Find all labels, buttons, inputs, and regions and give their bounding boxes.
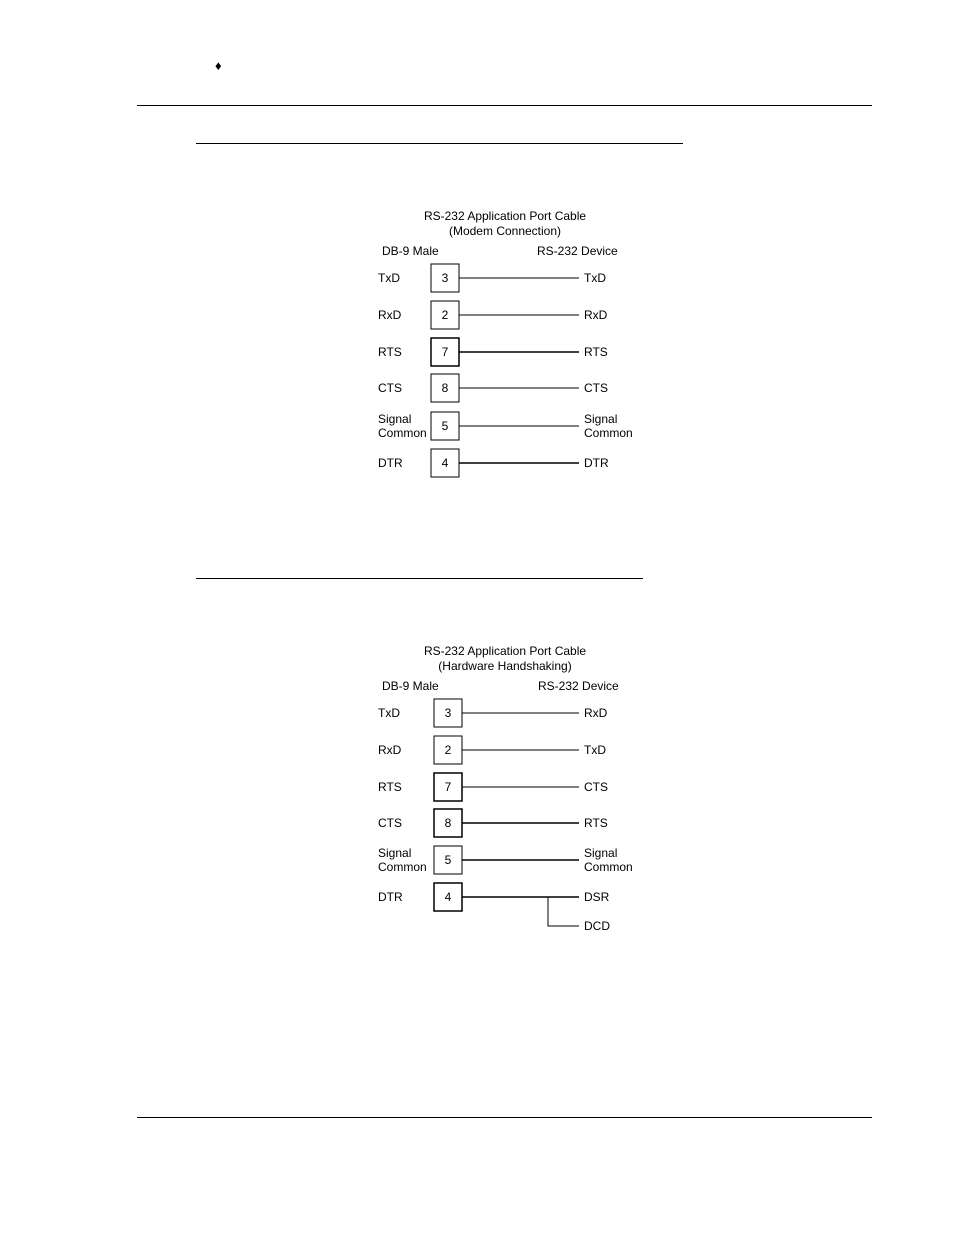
right-header: RS-232 Device [537,244,618,258]
pin-row-rts [378,338,608,366]
left-signal: Signal [378,846,412,860]
left-signal: TxD [378,706,400,720]
right-signal: DSR [584,890,610,904]
footer-rule [137,1117,872,1118]
diagram-title: RS-232 Application Port Cable [423,209,587,223]
left-signal: RxD [378,743,402,757]
pin-row-txd [378,699,608,727]
left-signal: Common [378,860,427,874]
pin-number: 8 [444,816,452,830]
pin-number: 2 [444,743,452,757]
left-signal: RxD [378,308,402,322]
right-signal: RxD [584,308,608,322]
cable-diagram-handshaking [370,640,650,940]
right-signal: CTS [584,780,608,794]
branch-signal: DCD [584,919,610,933]
pin-row-rxd [378,301,608,329]
pin-row-rts [378,773,608,801]
pin-row-txd [378,264,606,292]
diagram-subtitle: (Modem Connection) [448,224,562,238]
section-rule-1 [196,143,683,144]
left-signal: Common [378,426,427,440]
pin-row-cts [378,809,608,837]
cable-diagram-modem [370,205,650,485]
right-signal: RTS [584,816,608,830]
pin-number: 2 [441,308,449,322]
branch-wire [548,897,579,926]
right-signal: DTR [584,456,609,470]
pin-row-cts [378,374,608,402]
header-rule [137,105,872,106]
left-signal: Signal [378,412,412,426]
left-signal: CTS [378,816,402,830]
header-bullet-icon: ♦ [215,58,222,73]
pin-number: 8 [441,381,449,395]
left-signal: CTS [378,381,402,395]
right-signal: RTS [584,345,608,359]
pin-number: 7 [441,345,449,359]
pin-row-dtr [378,449,609,477]
diagram-subtitle: (Hardware Handshaking) [438,659,572,673]
right-signal: TxD [584,743,606,757]
left-signal: DTR [378,890,403,904]
left-signal: RTS [378,780,402,794]
pin-number: 4 [444,890,452,904]
section-rule-2 [196,578,643,579]
pin-number: 5 [441,419,449,433]
right-signal: RxD [584,706,608,720]
pin-row-rxd [378,736,606,764]
left-signal: TxD [378,271,400,285]
left-signal: RTS [378,345,402,359]
pin-number: 5 [444,853,452,867]
pin-row-signal-common [378,412,633,440]
right-signal: Common [584,860,633,874]
right-signal: TxD [584,271,606,285]
left-header: DB-9 Male [382,244,439,258]
pin-number: 7 [444,780,452,794]
right-header: RS-232 Device [538,679,619,693]
pin-number: 3 [444,706,452,720]
right-signal: Signal [584,846,618,860]
pin-number: 4 [441,456,449,470]
right-signal: Common [584,426,633,440]
pin-row-dtr [378,883,610,933]
left-signal: DTR [378,456,403,470]
right-signal: CTS [584,381,608,395]
left-header: DB-9 Male [382,679,439,693]
pin-row-signal-common [378,846,633,874]
diagram-title: RS-232 Application Port Cable [423,644,587,658]
right-signal: Signal [584,412,618,426]
pin-number: 3 [441,271,449,285]
